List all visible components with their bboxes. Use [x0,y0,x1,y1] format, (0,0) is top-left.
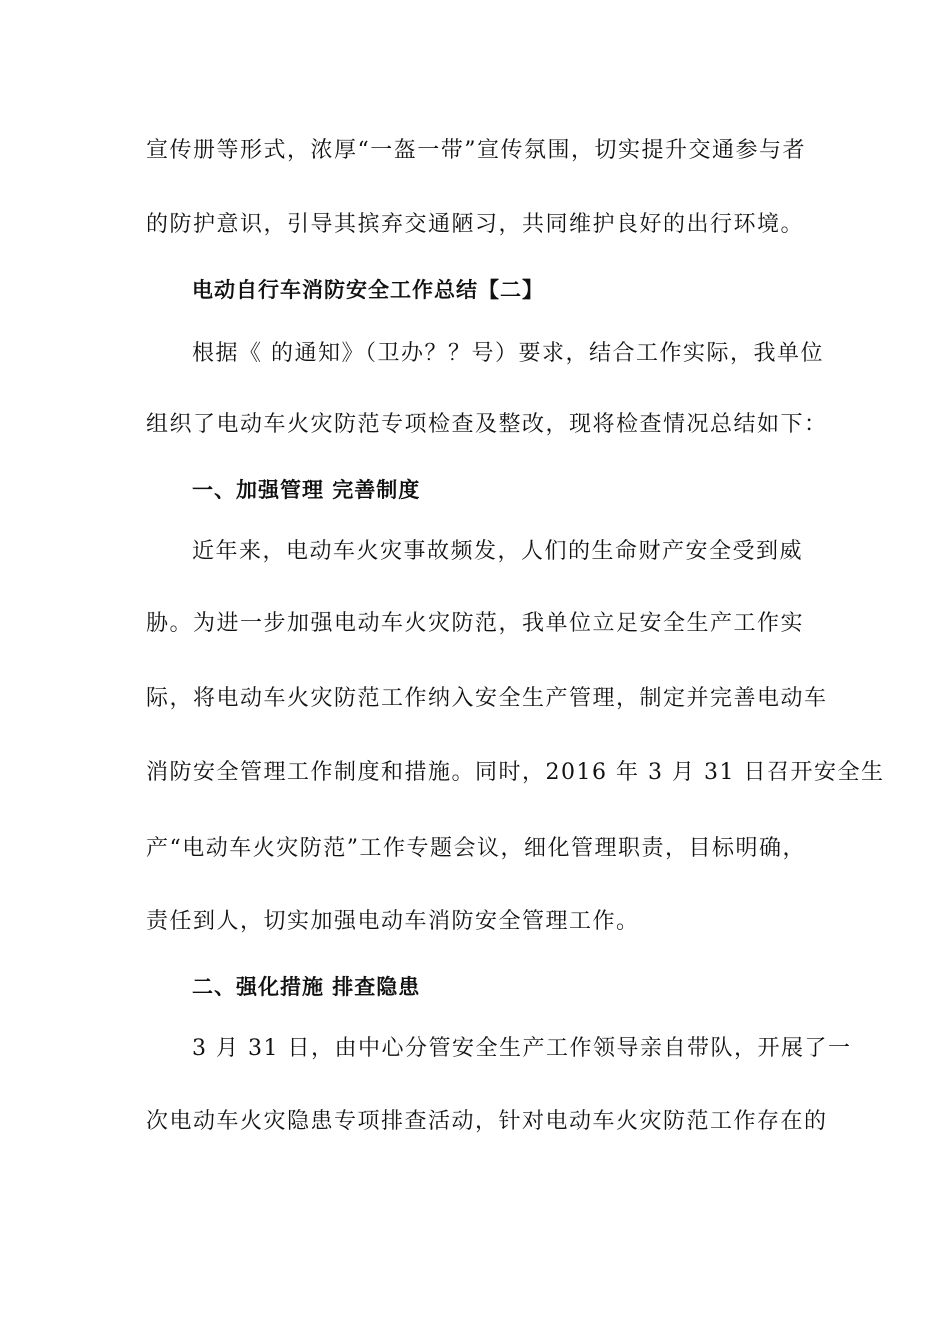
body-text-line: 3 月 31 日，由中心分管安全生产工作领导亲自带队，开展了一 [192,1036,852,1061]
body-text-line: 组织了电动车火灾防范专项检查及整改，现将检查情况总结如下： [146,412,828,437]
body-text-line: 责任到人，切实加强电动车消防安全管理工作。 [146,909,640,934]
body-text-line: 际，将电动车火灾防范工作纳入安全生产管理，制定并完善电动车 [146,686,828,711]
body-text-line: 的防护意识，引导其摈弃交通陋习，共同维护良好的出行环境。 [146,212,805,237]
body-text-line: 胁。为进一步加强电动车火灾防范，我单位立足安全生产工作实 [146,611,805,636]
body-text-line: 宣传册等形式，浓厚“一盔一带”宣传氛围，切实提升交通参与者 [146,138,806,163]
section-title: 电动自行车消防安全工作总结【二】 [192,278,544,302]
body-text-line: 近年来，电动车火灾事故频发，人们的生命财产安全受到威 [192,539,804,564]
body-text-line: 产“电动车火灾防范”工作专题会议，细化管理职责，目标明确， [146,836,806,861]
body-text-line: 次电动车火灾隐患专项排查活动，针对电动车火灾防范工作存在的 [146,1109,828,1134]
body-text-line: 根据《 的通知》（卫办？？号）要求，结合工作实际，我单位 [192,341,824,366]
body-text-line: 消防安全管理工作制度和措施。同时，2016 年 3 月 31 日召开安全生 [146,760,885,785]
section-heading: 二、强化措施 排查隐患 [192,975,421,999]
section-heading: 一、加强管理 完善制度 [192,478,421,502]
